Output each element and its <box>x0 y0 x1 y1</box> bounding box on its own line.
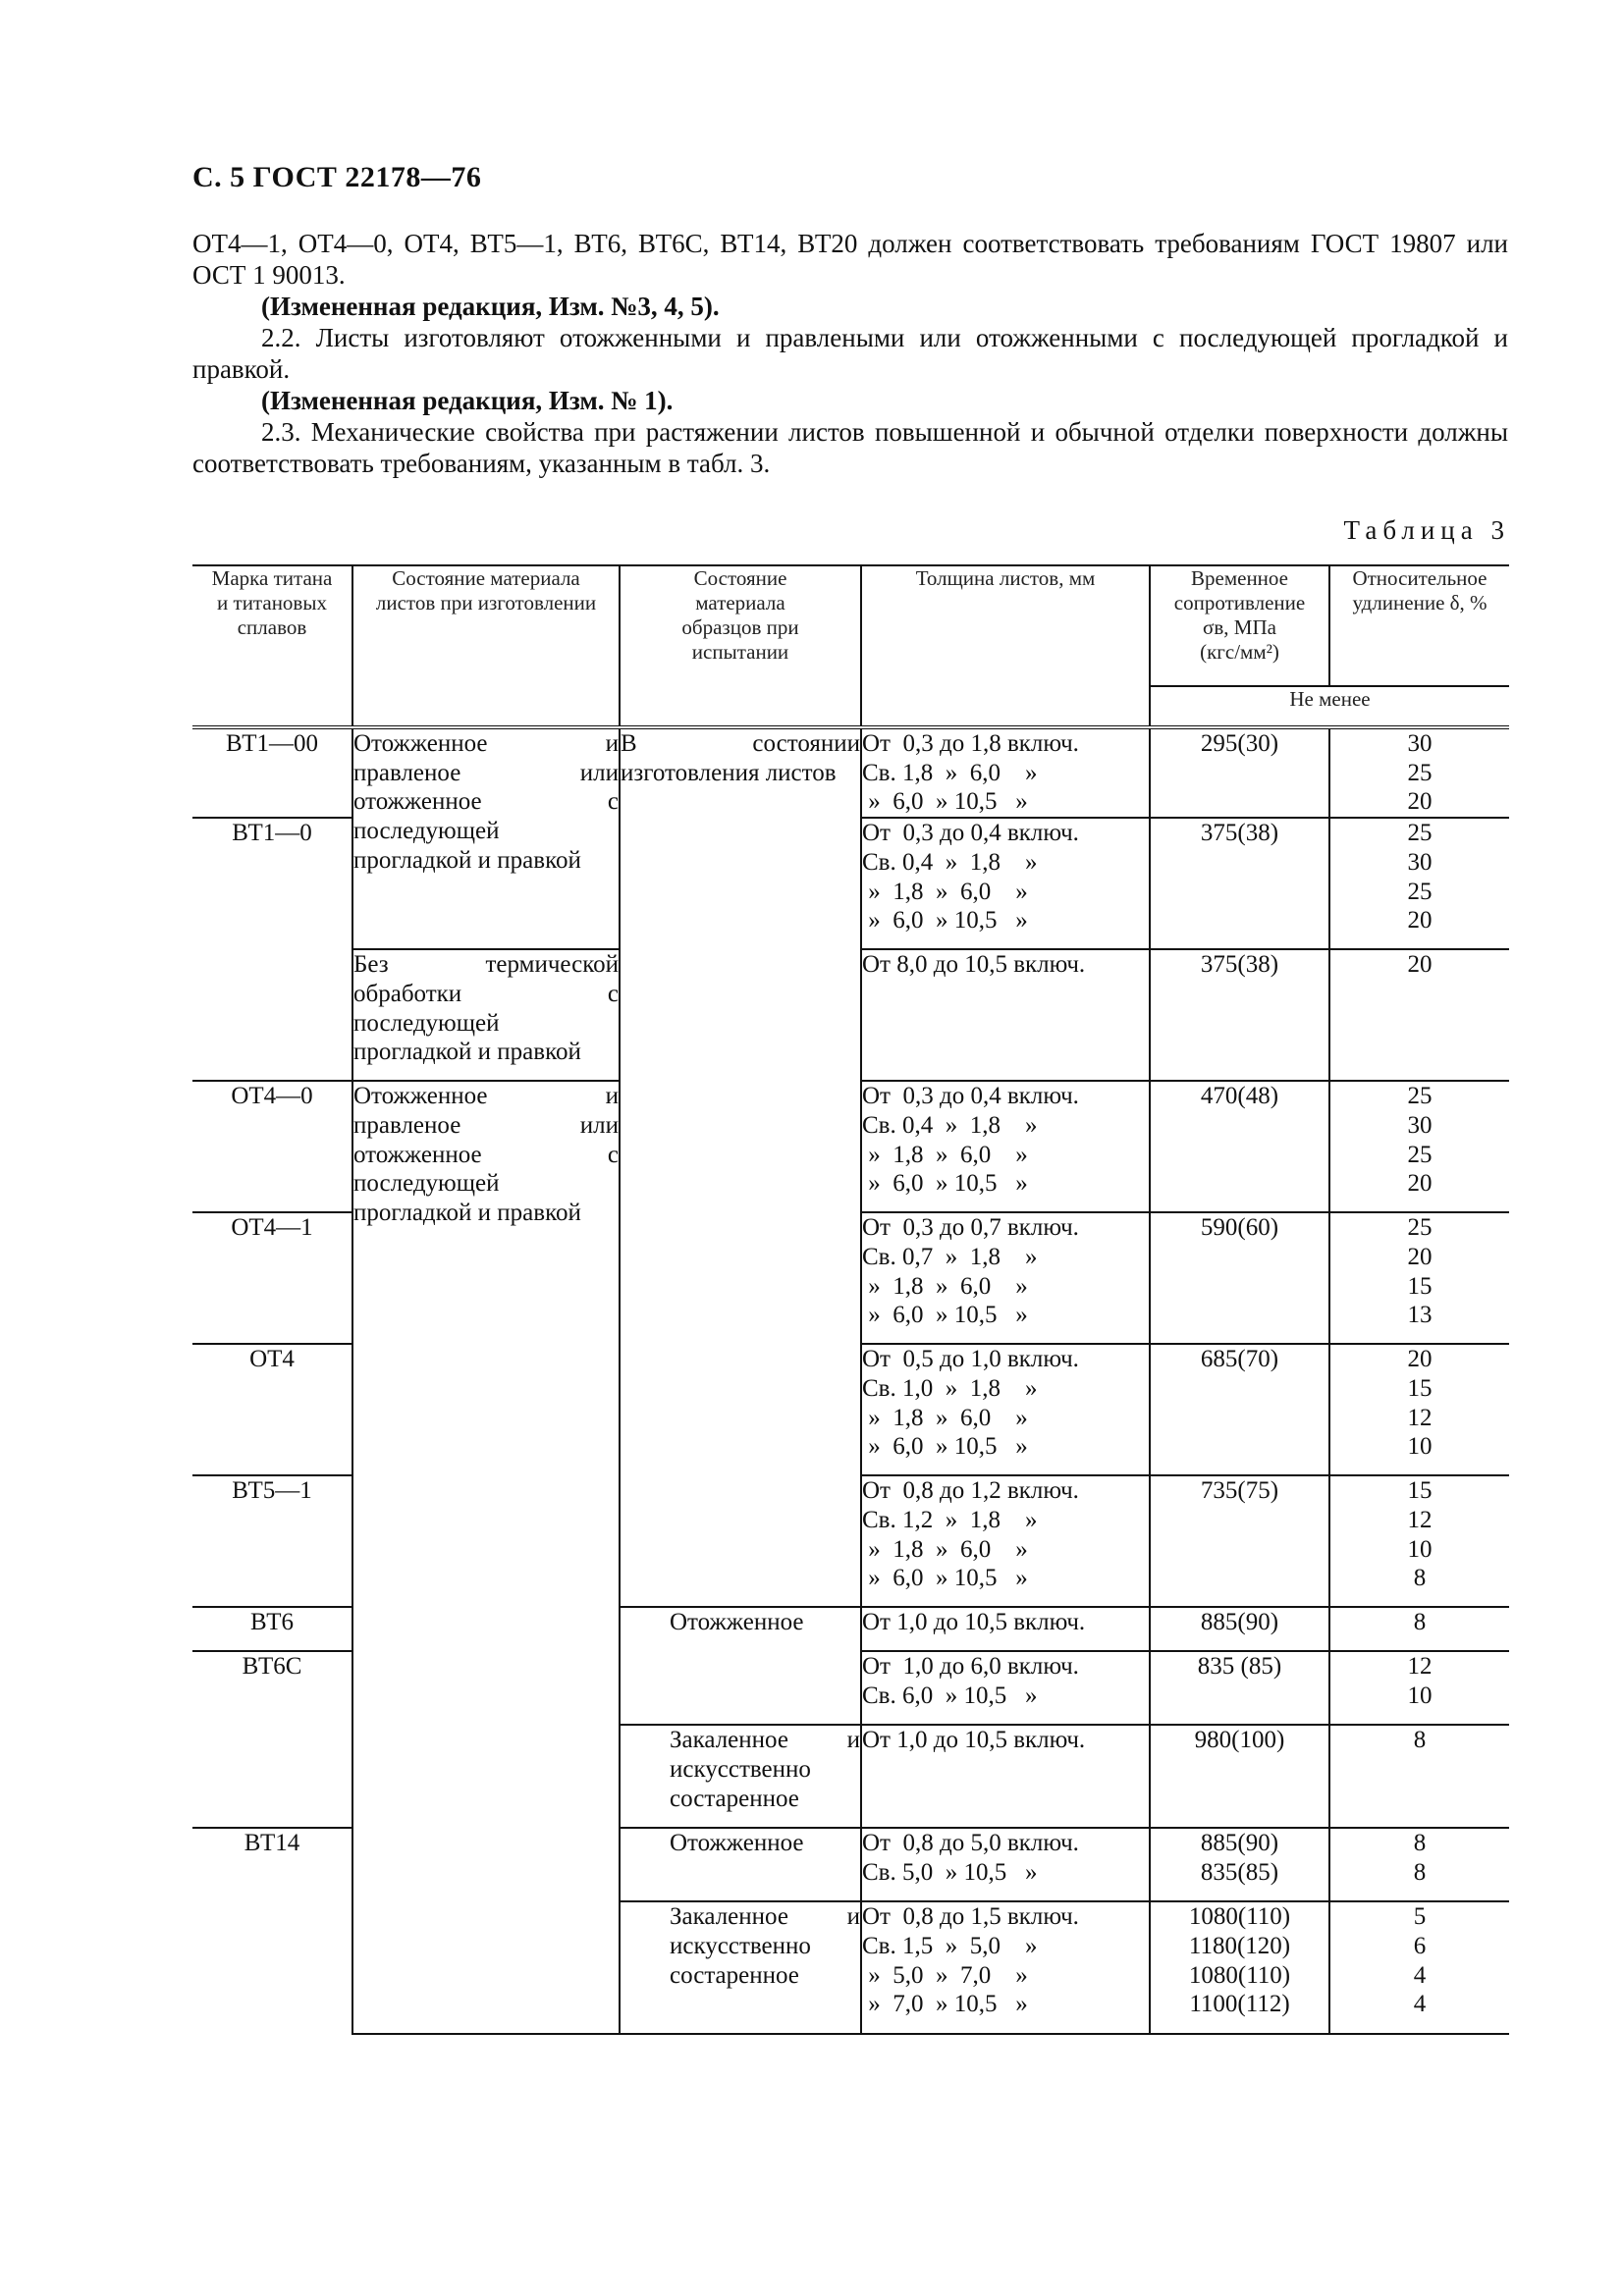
elongation-cell: 12 10 <box>1329 1651 1509 1725</box>
elongation-cell: 8 <box>1329 1607 1509 1651</box>
mechanical-properties-table <box>192 564 1509 2035</box>
header-not-less: Не менее <box>1150 686 1509 727</box>
strength-cell: 885(90) 835(85) <box>1150 1828 1329 1901</box>
material-state-cell: Без термической обработки с последующей прогладкой и правкой <box>352 949 620 1081</box>
amendment-note-2: (Измененная редакция, Изм. № 1). <box>261 386 674 415</box>
strength-cell: 1080(110) 1180(120) 1080(110) 1100(112) <box>1150 1901 1329 2034</box>
strength-cell: 375(38) <box>1150 818 1329 949</box>
strength-cell: 980(100) <box>1150 1725 1329 1828</box>
sample-state-cell: Закаленное и искусственно состаренное <box>620 1725 861 1828</box>
elongation-cell: 20 <box>1329 949 1509 1081</box>
elongation-cell: 8 8 <box>1329 1828 1509 1901</box>
amendment-note-1: (Измененная редакция, Изм. №3, 4, 5). <box>261 292 720 321</box>
thickness-cell: От 1,0 до 6,0 включ. Св. 6,0 » 10,5 » <box>861 1651 1150 1725</box>
elongation-cell: 25 20 15 13 <box>1329 1212 1509 1344</box>
thickness-cell: От 0,3 до 0,7 включ. Св. 0,7 » 1,8 » » 1,8 » 6,0 » » 6,0 » 10,5 » <box>861 1212 1150 1344</box>
elongation-cell: 15 12 10 8 <box>1329 1475 1509 1607</box>
elongation-cell: 25 30 25 20 <box>1329 1081 1509 1212</box>
header-thickness: Толщина листов, мм <box>861 565 1150 727</box>
header-grade: Марка титана и титановых сплавов <box>192 565 352 727</box>
grade-cell: ВТ6 <box>192 1607 352 1651</box>
elongation-cell: 25 30 25 20 <box>1329 818 1509 949</box>
sample-state-cell: Отожженное <box>620 1607 861 1725</box>
thickness-cell: От 1,0 до 10,5 включ. <box>861 1725 1150 1828</box>
header-elongation: Относительное удлинение δ, % <box>1329 565 1509 686</box>
elongation-cell: 5 6 4 4 <box>1329 1901 1509 2034</box>
strength-cell: 885(90) <box>1150 1607 1329 1651</box>
header-sample-state: Состояние материала образцов при испытании <box>620 565 861 727</box>
thickness-cell: От 0,8 до 5,0 включ. Св. 5,0 » 10,5 » <box>861 1828 1150 1901</box>
strength-cell: 685(70) <box>1150 1344 1329 1475</box>
grade-cell: ОТ4—0 <box>192 1081 352 1212</box>
strength-cell: 835 (85) <box>1150 1651 1329 1725</box>
grade-cell: ВТ14 <box>192 1828 352 2034</box>
thickness-cell: От 0,8 до 1,2 включ. Св. 1,2 » 1,8 » » 1,8 » 6,0 » » 6,0 » 10,5 » <box>861 1475 1150 1607</box>
sample-state-cell: Закаленное и искусственно состаренное <box>620 1901 861 2034</box>
intro-text <box>192 228 1508 479</box>
strength-cell: 375(38) <box>1150 949 1329 1081</box>
grade-cell: ОТ4—1 <box>192 1212 352 1344</box>
grade-cell: ВТ1—00 <box>192 727 352 818</box>
paragraph-2-3: 2.3. Механические свойства при растяжении листов повышенной и обычной отделки поверхности должны соответствовать требованиям, указанным в табл. 3. <box>192 417 1508 478</box>
grade-cell: ВТ6С <box>192 1651 352 1828</box>
thickness-cell: От 0,8 до 1,5 включ. Св. 1,5 » 5,0 » » 5,0 » 7,0 » » 7,0 » 10,5 » <box>861 1901 1150 2034</box>
thickness-cell: От 0,5 до 1,0 включ. Св. 1,0 » 1,8 » » 1,8 » 6,0 » » 6,0 » 10,5 » <box>861 1344 1150 1475</box>
sample-state-cell: В состоянии изготовления листов <box>620 727 861 1607</box>
sample-state-cell: Отожженное <box>620 1828 861 1901</box>
header-material-state: Состояние материала листов при изготовлении <box>352 565 620 727</box>
thickness-cell: От 1,0 до 10,5 включ. <box>861 1607 1150 1651</box>
strength-cell: 470(48) <box>1150 1081 1329 1212</box>
strength-cell: 590(60) <box>1150 1212 1329 1344</box>
elongation-cell: 30 25 20 <box>1329 727 1509 818</box>
header-strength: Временное сопротивление σв, МПа (кгс/мм²) <box>1150 565 1329 686</box>
material-state-cell: Отожженное и правленое или отожженное с последующей прогладкой и правкой <box>352 1081 620 2034</box>
grade-cell: ОТ4 <box>192 1344 352 1475</box>
thickness-cell: От 8,0 до 10,5 включ. <box>861 949 1150 1081</box>
table-caption: Таблица 3 <box>1343 515 1510 545</box>
strength-cell: 735(75) <box>1150 1475 1329 1607</box>
page-header: С. 5 ГОСТ 22178—76 <box>192 161 482 193</box>
elongation-cell: 8 <box>1329 1725 1509 1828</box>
thickness-cell: От 0,3 до 0,4 включ. Св. 0,4 » 1,8 » » 1,8 » 6,0 » » 6,0 » 10,5 » <box>861 818 1150 949</box>
strength-cell: 295(30) <box>1150 727 1329 818</box>
grade-cell: ВТ5—1 <box>192 1475 352 1607</box>
paragraph-1: ОТ4—1, ОТ4—0, ОТ4, ВТ5—1, ВТ6, ВТ6С, ВТ14, ВТ20 должен соответствовать требованиям ГОСТ 19807 или ОСТ 1 90013. <box>192 229 1508 290</box>
material-state-cell: Отожженное и правленое или отожженное с последующей прогладкой и правкой <box>352 727 620 949</box>
grade-cell: ВТ1—0 <box>192 818 352 1081</box>
thickness-cell: От 0,3 до 1,8 включ. Св. 1,8 » 6,0 » » 6,0 » 10,5 » <box>861 727 1150 818</box>
thickness-cell: От 0,3 до 0,4 включ. Св. 0,4 » 1,8 » » 1,8 » 6,0 » » 6,0 » 10,5 » <box>861 1081 1150 1212</box>
paragraph-2-2: 2.2. Листы изготовляют отожженными и правлеными или отожженными с последующей прогладкой и правкой. <box>192 323 1508 384</box>
elongation-cell: 20 15 12 10 <box>1329 1344 1509 1475</box>
